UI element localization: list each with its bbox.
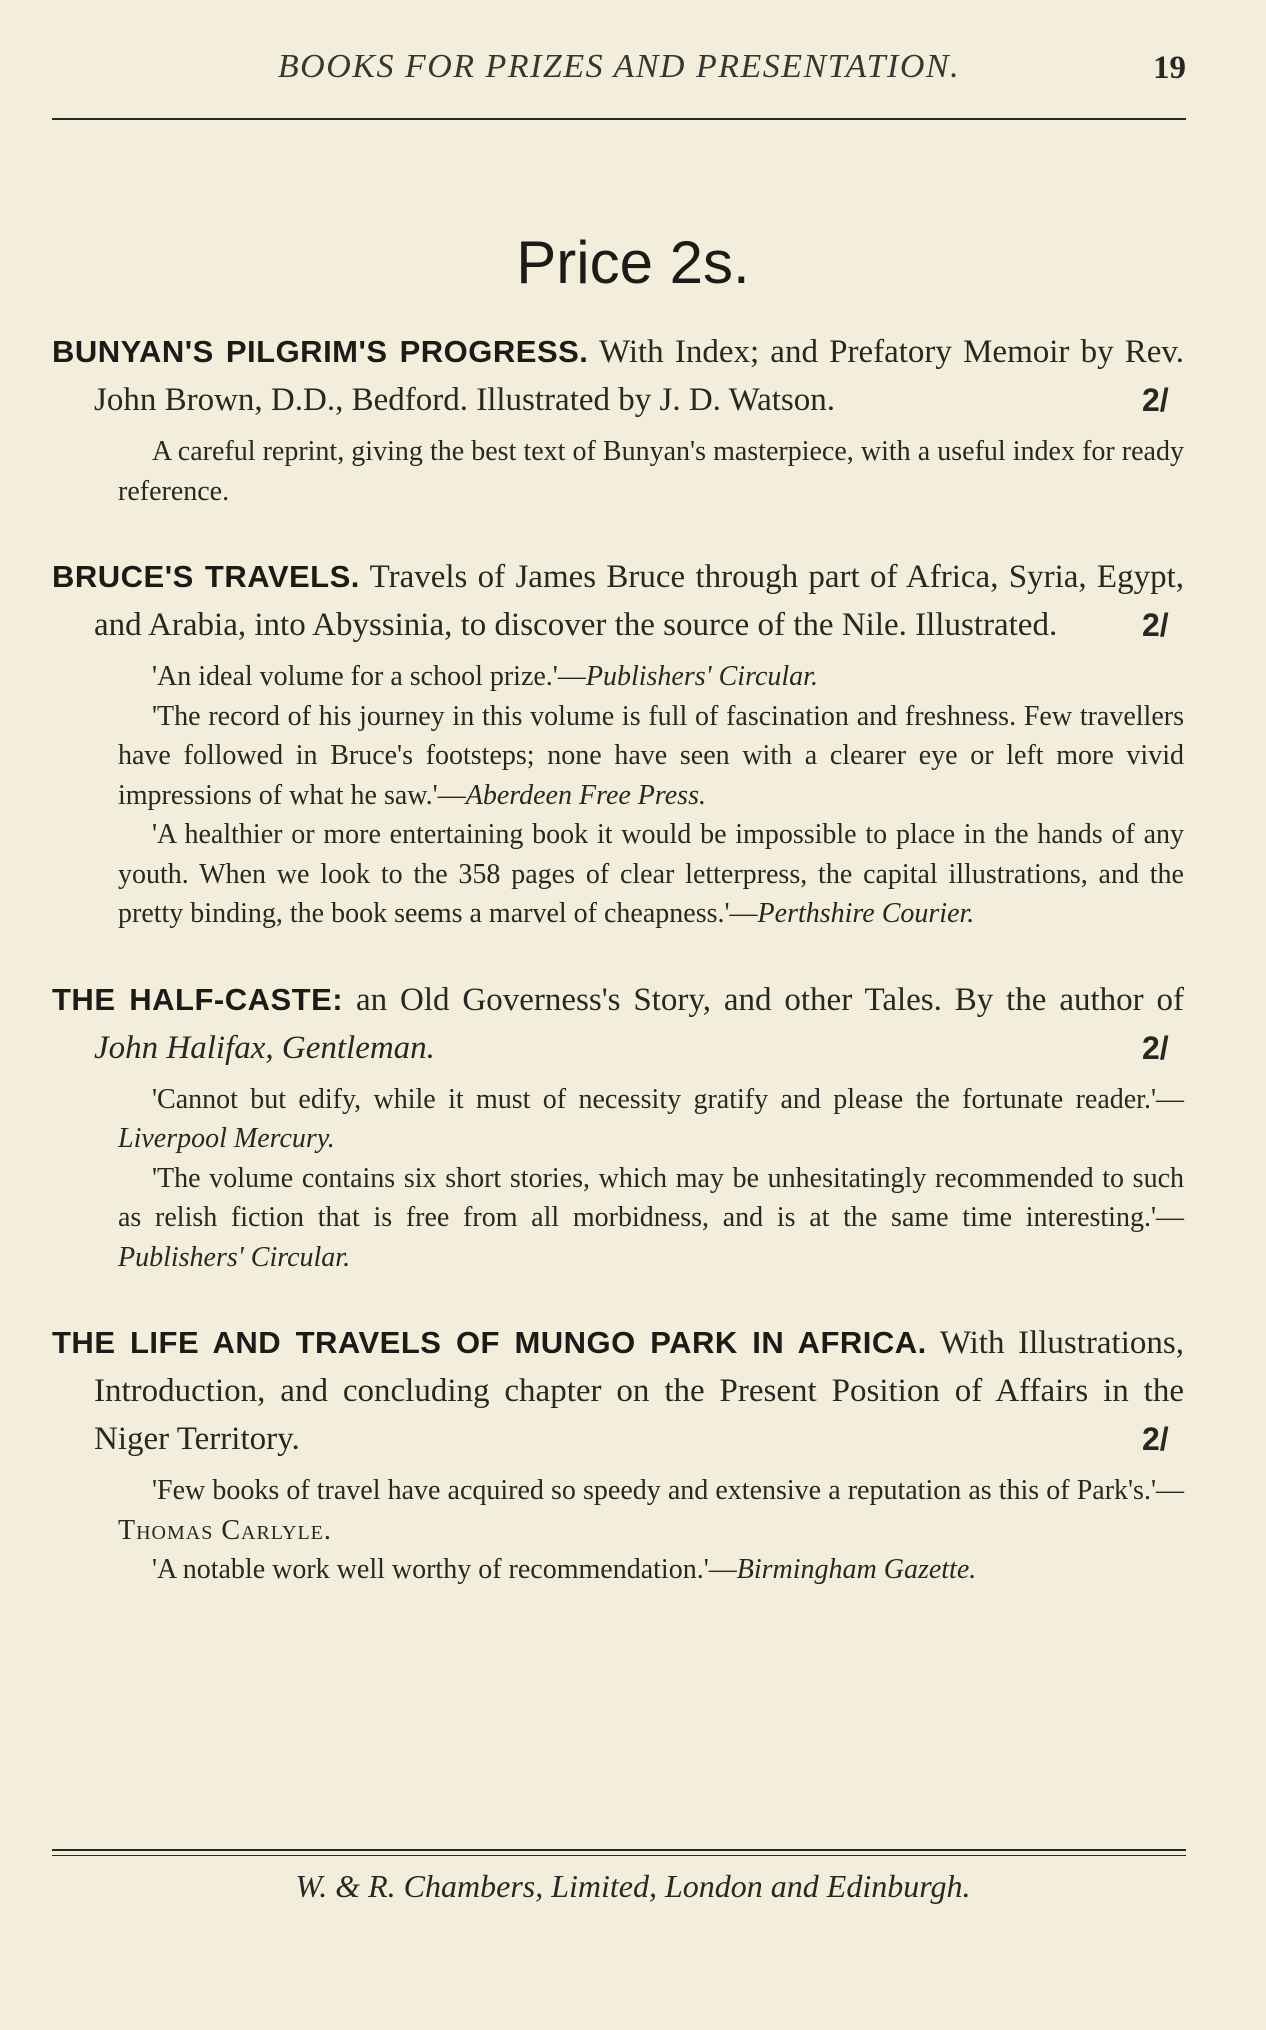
review-text: 'Few books of travel have acquired so speedy and extensive a reputation as this of Park's.'— [152, 1475, 1184, 1506]
review-text: 'Cannot but edify, while it must of necessity gratify and please the fortunate reader.'— [152, 1083, 1184, 1115]
review-text: 'An ideal volume for a school prize.'— [152, 661, 586, 692]
review-quote [84, 657, 1184, 697]
running-header [52, 48, 1186, 98]
entry-title: BRUCE'S TRAVELS. [52, 559, 360, 594]
review-text: 'The record of his journey in this volume is full of fascination and freshness. Few travellers have followed in Bruce's footsteps; none have seen with a clearer eye or left more vivid impressions of what he saw.'— [118, 700, 1184, 811]
review-quote [84, 1080, 1184, 1159]
review-quote [84, 1159, 1184, 1278]
entry-text: Travels of James Bruce through part of Africa, Syria, Egypt, and Arabia, into Abyssinia, to discover the source of the Nile. Illustrated. [94, 559, 1184, 643]
review-quote [84, 1471, 1184, 1550]
review-source: Thomas Carlyle. [118, 1514, 332, 1546]
review-source: Perthshire Courier. [757, 898, 975, 929]
header-rule [52, 118, 1186, 120]
entry-heading: THE HALF-CASTE: an Old Governess's Story, and other Tales. By the author of John Halifax, Gentleman. 2/ [52, 981, 1184, 1066]
catalogue-entry-bruce [52, 553, 1184, 934]
catalogue-entry-mungo-park [52, 1319, 1184, 1590]
publisher-imprint: W. & R. Chambers, Limited, London and Edinburgh. [295, 1868, 971, 1904]
entry-text: With Index; and Prefatory Memoir by Rev. John Brown, D.D., Bedford. Illustrated by J. D. Watson. [94, 334, 1184, 418]
entry-text-italic: John Halifax, Gentleman. [94, 1029, 435, 1066]
review-text: 'The volume contains six short stories, which may be unhesitatingly recommended to such as relish fiction that is free from all morbidness, and is at the same time interesting.'— [118, 1162, 1184, 1233]
entry-text: an Old Governess's Story, and other Tales. By the author of [356, 981, 1184, 1018]
footer-rule [52, 1849, 1186, 1851]
entry-description: A careful reprint, giving the best text of Bunyan's masterpiece, with a useful index for ready reference. [118, 436, 1184, 507]
entry-title: THE HALF-CASTE: [52, 981, 344, 1017]
catalogue-entry-half-caste [52, 976, 1184, 1278]
entry-title: BUNYAN'S PILGRIM'S PROGRESS. [52, 334, 589, 369]
review-source: Publishers' Circular. [585, 661, 818, 692]
review-source: Birmingham Gazette. [736, 1554, 977, 1585]
catalogue-entries [52, 328, 1184, 1632]
running-header-title: BOOKS FOR PRIZES AND PRESENTATION. [277, 48, 961, 85]
review-quote [84, 815, 1184, 934]
entry-heading: BUNYAN'S PILGRIM'S PROGRESS. With Index; and Prefatory Memoir by Rev. John Brown, D.D., Bedford. Illustrated by J. D. Watson. 2/ [52, 334, 1184, 418]
entry-title: THE LIFE AND TRAVELS OF MUNGO PARK IN AFRICA. [52, 1325, 927, 1360]
review-text: 'A notable work well worthy of recommendation.'— [152, 1554, 737, 1585]
footer-rule-thin [52, 1855, 1186, 1856]
page-number: 19 [1153, 50, 1186, 86]
review-text: 'A healthier or more entertaining book it would be impossible to place in the hands of any youth. When we look to the 358 pages of clear letterpress, the capital illustrations, and the pretty binding, the book seems a marvel of cheapness.'— [118, 819, 1184, 929]
review-source: Publishers' Circular. [118, 1241, 351, 1273]
entry-heading: BRUCE'S TRAVELS. Travels of James Bruce through part of Africa, Syria, Egypt, and Arabia, into Abyssinia, to discover the source of the Nile. Illustrated. 2/ [52, 559, 1184, 643]
section-title: Price 2s. [516, 229, 750, 296]
catalogue-entry-bunyan [52, 328, 1184, 511]
review-source: Liverpool Mercury. [118, 1123, 335, 1154]
review-quote [84, 697, 1184, 816]
entry-text: With Illustrations, Introduction, and concluding chapter on the Present Position of Affairs in the Niger Territory. [94, 1325, 1184, 1457]
entry-heading: THE LIFE AND TRAVELS OF MUNGO PARK IN AFRICA. With Illustrations, Introduction, and concluding chapter on the Present Position of Affairs in the Niger Territory. 2/ [52, 1325, 1184, 1457]
review-quote [84, 1550, 1184, 1590]
review-source: Aberdeen Free Press. [465, 779, 706, 811]
